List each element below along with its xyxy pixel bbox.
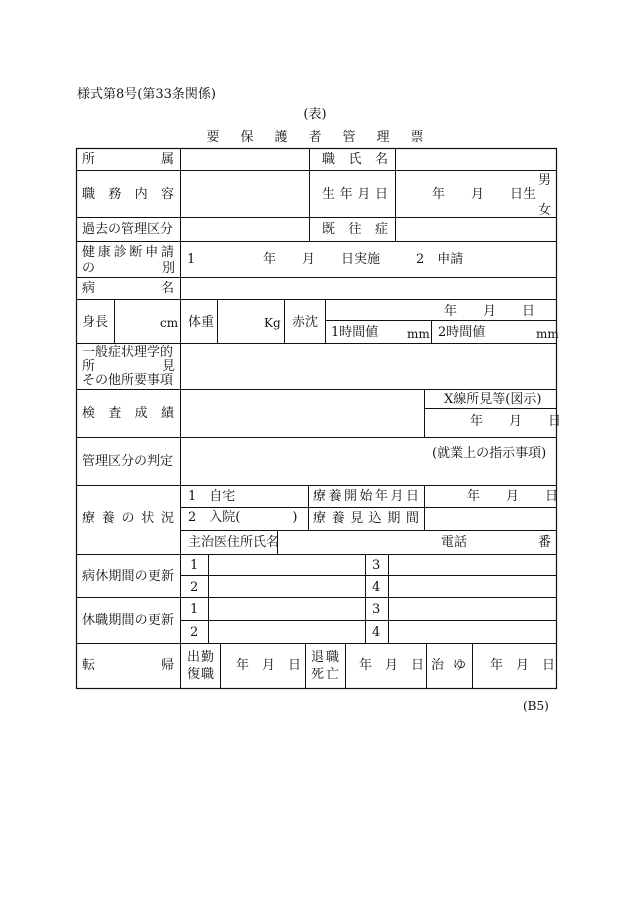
phone-label: 電話 (441, 535, 468, 550)
health-check-label: 健康診断申請 (82, 245, 174, 260)
care-expected-label: 療養見込期間 (313, 511, 419, 526)
affiliation-label: 所属 (82, 152, 174, 167)
past-class-label: 過去の管理区分 (82, 222, 174, 237)
transfer-label: 転帰 (82, 658, 174, 673)
doctor-label: 主治医住所氏名 (188, 535, 280, 550)
exam-label: 検査成績 (82, 406, 174, 421)
esr-2h-unit: mm (536, 327, 559, 341)
xray-date: 年 月 日 (470, 414, 562, 429)
sex-female: 女 (538, 203, 552, 218)
leave-3: 3 (372, 602, 381, 617)
sick-leave-2: 2 (190, 580, 199, 595)
leave-label: 休職期間の更新 (82, 613, 174, 628)
health-check-label-no: の (82, 261, 96, 276)
care-label: 療養の状況 (82, 511, 174, 526)
weight-unit: Kg (264, 316, 281, 330)
findings-label-ken: 見 (162, 359, 176, 374)
health-check-label-betsu: 別 (162, 261, 176, 276)
findings-label: 一般症状理学的 (82, 345, 174, 360)
job-content-label: 職務内容 (82, 187, 174, 202)
sex-male: 男 (538, 173, 552, 188)
disease-label: 病名 (82, 281, 174, 296)
cured-label: 治ゆ (431, 658, 466, 673)
staff-name-label: 職氏名 (322, 152, 388, 167)
form-number: 様式第8号(第33条関係) (77, 87, 216, 102)
history-label: 既往症 (322, 222, 388, 237)
findings-label-sho: 所 (82, 359, 96, 374)
retire-date: 年 月 日 (359, 658, 425, 673)
findings-label-other: その他所要事項 (82, 373, 174, 388)
birth-label: 生年月日 (322, 187, 388, 202)
care-hospital: 2 入院( ) (188, 510, 298, 525)
leave-4: 4 (372, 625, 381, 640)
leave-2: 2 (190, 625, 199, 640)
height-label: 身長 (82, 315, 109, 330)
height-unit: cm (160, 316, 179, 330)
birth-value: 年 月 日生 (432, 187, 537, 202)
health-check-option-1: 1 (187, 252, 196, 267)
class-judgment-label: 管理区分の判定 (82, 454, 174, 469)
return-date: 年 月 日 (236, 658, 302, 673)
phone-number-label: 番 (538, 535, 552, 550)
death-label: 死亡 (311, 667, 339, 682)
xray-label: X線所見等(図示) (444, 392, 542, 407)
return-label: 出勤 (187, 650, 214, 665)
esr-date: 年 月 日 (444, 304, 536, 319)
retire-label: 退職 (311, 650, 339, 665)
care-home: 1 自宅 (188, 489, 236, 504)
esr-label: 赤沈 (292, 315, 319, 330)
work-instructions: (就業上の指示事項) (432, 446, 547, 461)
sick-leave-label: 病休期間の更新 (82, 569, 174, 584)
paper-size: (B5) (523, 699, 549, 713)
leave-1: 1 (190, 602, 199, 617)
care-start-value: 年 月 日 (467, 489, 559, 504)
health-check-option-2: 2 申請 (416, 252, 464, 267)
sick-leave-3: 3 (372, 558, 381, 573)
reinstate-label: 復職 (187, 667, 214, 682)
esr-1h-unit: mm (407, 327, 430, 341)
cured-date: 年 月 日 (490, 658, 556, 673)
side-label: (表) (303, 107, 327, 122)
esr-2h-label: 2時間値 (438, 325, 486, 340)
sick-leave-4: 4 (372, 580, 381, 595)
weight-label: 体重 (188, 315, 215, 330)
health-check-date: 年 月 日実施 (263, 252, 381, 267)
esr-1h-label: 1時間値 (331, 325, 379, 340)
care-start-label: 療養開始年月日 (313, 489, 419, 504)
sick-leave-1: 1 (190, 558, 199, 573)
form-title: 要保護者管理票 (206, 130, 445, 145)
